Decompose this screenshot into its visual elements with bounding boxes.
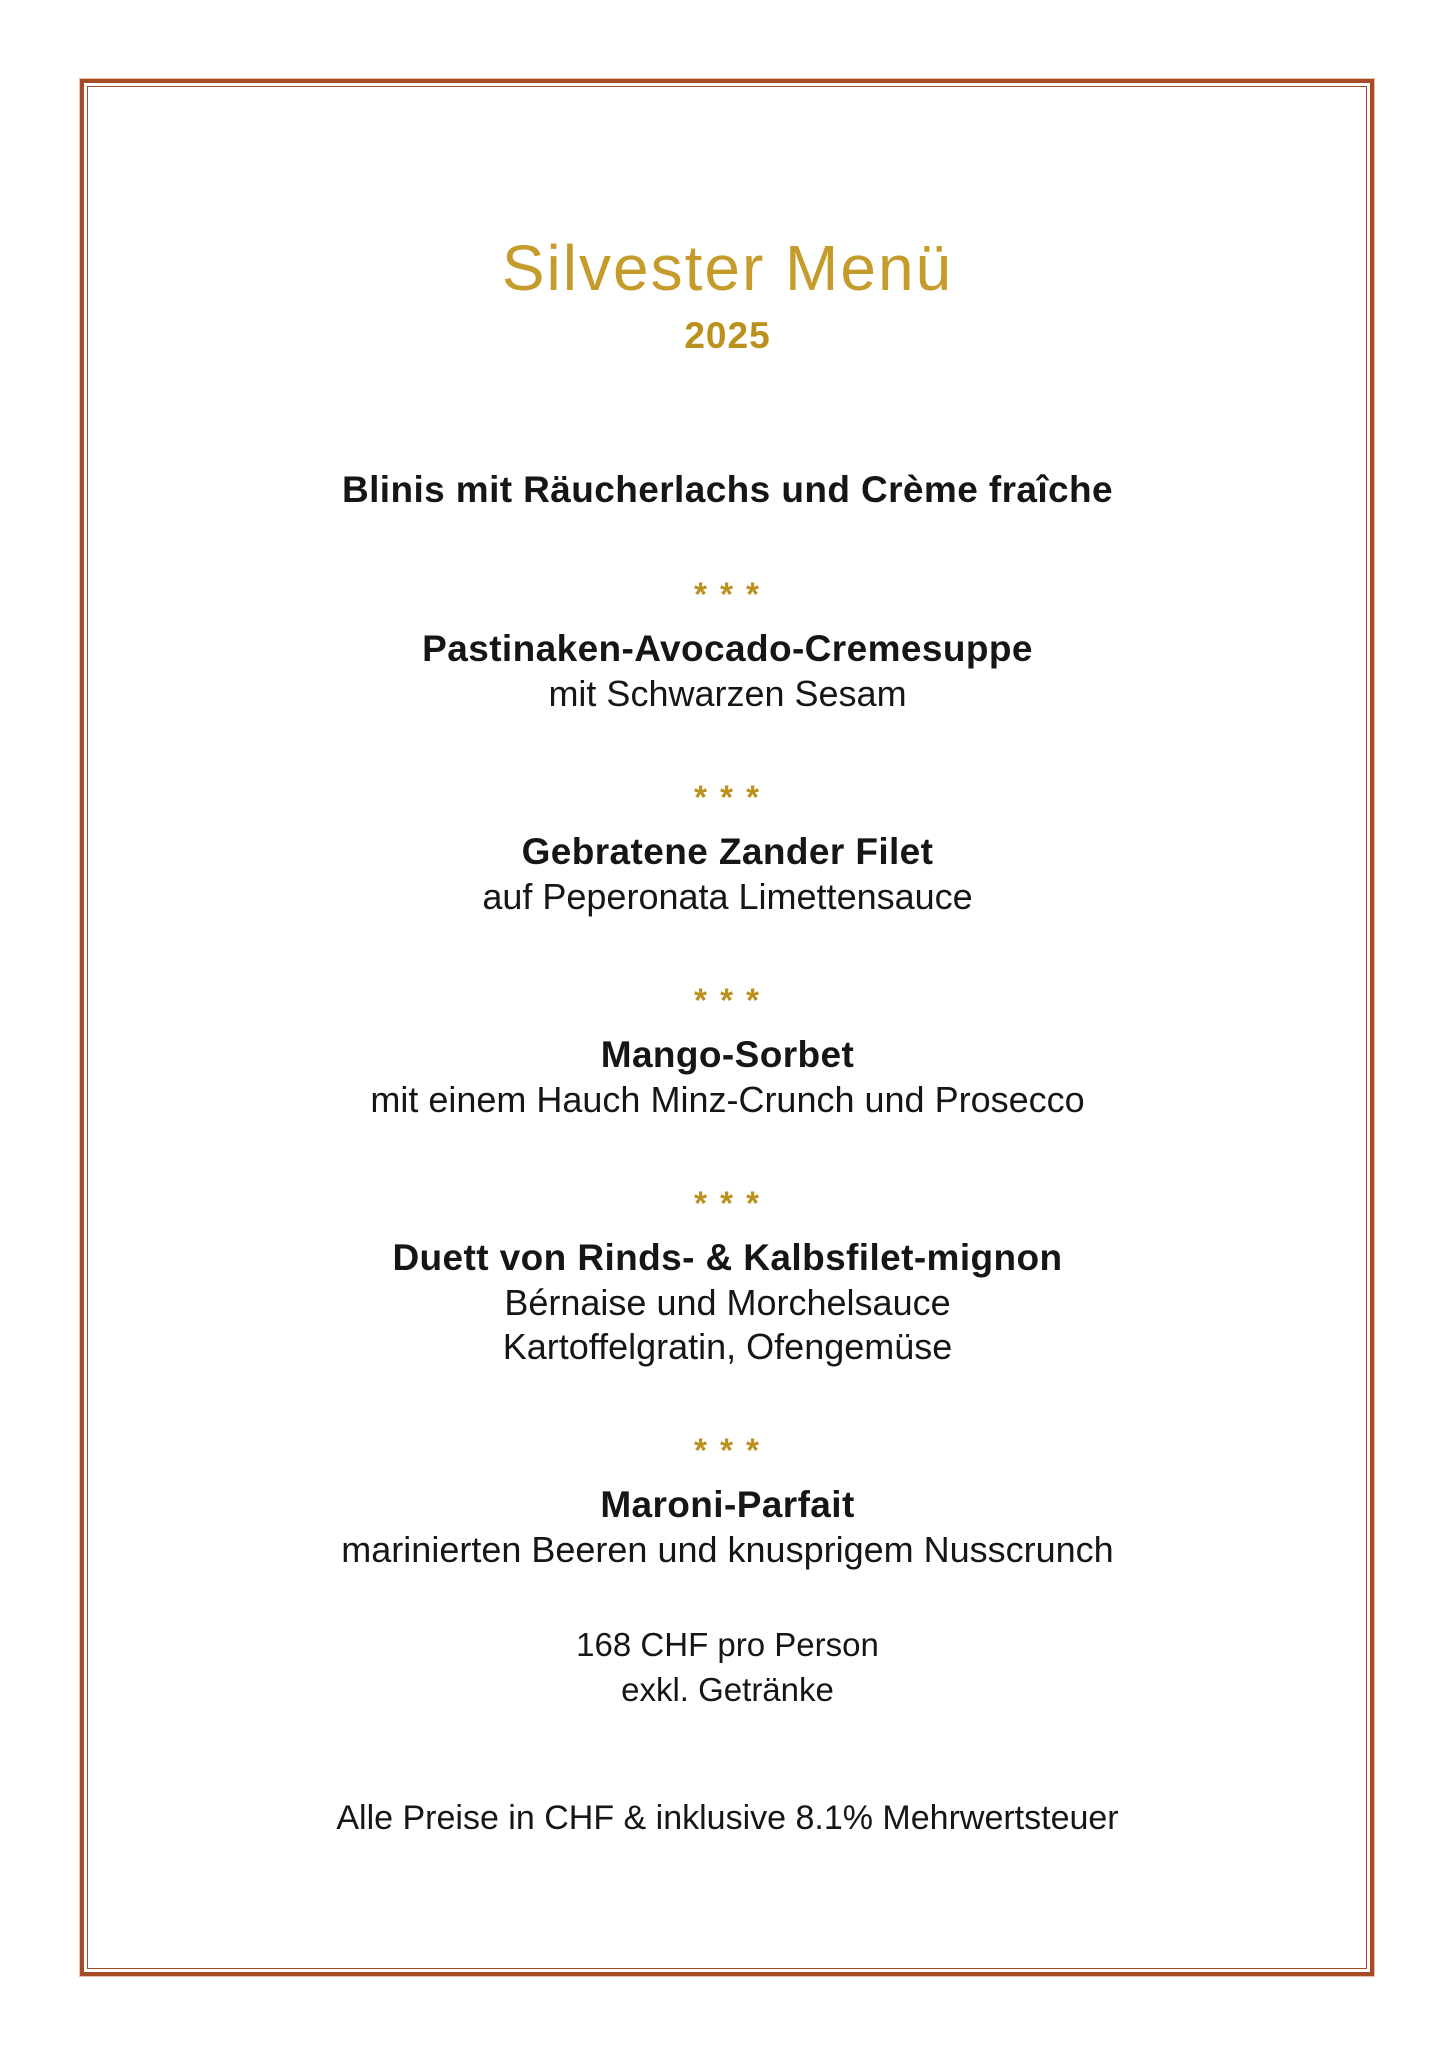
course-name: Pastinaken-Avocado-Cremesuppe [422,628,1033,669]
course-fish [90,829,1365,919]
vat-note: Alle Preise in CHF & inklusive 8.1% Mehrwertsteuer [336,1799,1119,1837]
separator-glyphs: * * * [694,575,761,613]
asterisk-separator [90,1179,1365,1222]
asterisk-separator [90,1426,1365,1469]
course-soup [90,626,1365,716]
course-sorbet [90,1032,1365,1122]
menu-content [90,83,1365,1974]
course-name: Mango-Sorbet [600,1034,855,1075]
course-starter [90,467,1365,513]
course-detail: Bérnaise und Morchelsauce [504,1282,951,1323]
course-detail: mit Schwarzen Sesam [548,673,907,714]
menu-year: 2025 [684,315,771,356]
course-name: Blinis mit Räucherlachs und Crème fraîche [341,469,1113,510]
course-detail: Kartoffelgratin, Ofengemüse [502,1326,953,1367]
course-dessert [90,1482,1365,1572]
course-name: Maroni-Parfait [600,1484,855,1525]
course-main [90,1235,1365,1369]
drinks-excluded-note: exkl. Getränke [621,1671,834,1708]
pricing-block [90,1622,1365,1712]
separator-glyphs: * * * [694,981,761,1019]
separator-glyphs: * * * [694,1184,761,1222]
separator-glyphs: * * * [694,1431,761,1469]
course-detail: mit einem Hauch Minz-Crunch und Prosecco [370,1079,1085,1120]
asterisk-separator [90,570,1365,613]
course-name: Gebratene Zander Filet [521,831,934,872]
menu-title: Silvester Menü [501,232,954,304]
asterisk-separator [90,773,1365,816]
price-per-person: 168 CHF pro Person [576,1626,879,1663]
course-name: Duett von Rinds- & Kalbsfilet-mignon [392,1237,1063,1278]
course-detail: auf Peperonata Limettensauce [482,876,973,917]
separator-glyphs: * * * [694,778,761,816]
course-detail: marinierten Beeren und knusprigem Nusscrunch [341,1529,1114,1570]
asterisk-separator [90,976,1365,1019]
